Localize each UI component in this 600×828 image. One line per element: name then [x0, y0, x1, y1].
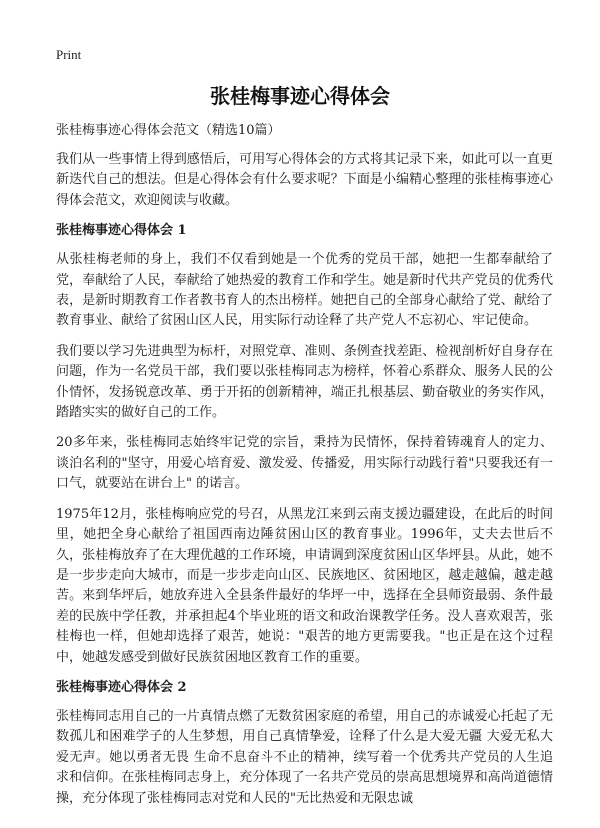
paragraph: 我们要以学习先进典型为标杆，对照党章、准则、条例查找差距、检视剖析好自身存在问题，作为一名党员干部，我们要以张桂梅同志为榜样，怀着心系群众、服务人民的公仆情怀，发扬锐意改革、勇于开拓的创新精神，端正扎根基层、勤奋敬业的务实作风，踏踏实实的做好自己的工作。	[56, 343, 553, 421]
paragraph: 从张桂梅老师的身上，我们不仅看到她是一个优秀的党员干部，她把一生都奉献给了党，奉献给了人民，奉献给了她热爱的教育工作和学生。她是新时代共产党员的优秀代表，是新时期教育工作者教书育人的杰出榜样。她把自己的全部身心献给了党、献给了教育事业、献给了贫困山区人民，用实际行动诠释了共产党人不忘初心、牢记使命。	[56, 252, 553, 329]
section-heading-1: 张桂梅事迹心得体会 1	[56, 223, 187, 239]
article-body	[56, 121, 553, 819]
section-heading-2: 张桂梅事迹心得体会 2	[56, 679, 187, 695]
paragraph: 20多年来，张桂梅同志始终牢记党的宗旨，秉持为民情怀，保持着铸魂育人的定力、谈泊名利的"坚守，用爱心培育爱、激发爱、传播爱，用实际行动践行着"只要我还有一口气，就要站在讲台上" 的诺言。	[56, 435, 553, 492]
print-link[interactable]: Print	[56, 47, 82, 62]
page-title: 张桂梅事迹心得体会	[210, 84, 390, 108]
paragraph: 张桂梅同志用自己的一片真情点燃了无数贫困家庭的希望，用自己的赤诚爱心托起了无数孤儿和困难学子的人生梦想，用自己真情挚爱，诠释了什么是大爱无疆 大爱无私大爱无声。她以勇者无畏 生命不息奋斗不止的精神，续写着一个优秀共产党员的人生追求和信仰。在张桂梅同志身上，充分体现了一名共产党员的崇高思想境界和高尚道德情操，充分体现了张桂梅同志对党和人民的"无比热爱和无限忠诚	[56, 708, 553, 806]
paragraph: 1975年12月，张桂梅响应党的号召，从黑龙江来到云南支援边疆建设，在此后的时间里，她把全身心献给了祖国西南边陲贫困山区的教育事业。1996年，丈夫去世后不久，张桂梅放弃了在大理优越的工作环境，申请调到深度贫困山区华坪县。从此，她不是一步步走向大城市，而是一步步走向山区、民族地区、贫困地区，越走越偏，越走越苦。来到华坪后，她放弃进入全县条件最好的华坪一中，选择在全县师资最弱、条件最差的民族中学任教，并承担起4个毕业班的语文和政治课教学任务。没人喜欢艰苦，张桂梅也一样，但她却选择了艰苦，她说："艰苦的地方更需要我。"也正是在这个过程中，她越发感受到做好民族贫困地区教育工作的重要。	[56, 506, 553, 665]
article-subtitle: 张桂梅事迹心得体会范文（精选10篇）	[56, 123, 281, 138]
intro-paragraph: 我们从一些事情上得到感悟后，可用写心得体会的方式将其记录下来，如此可以一直更新迭代自己的想法。但是心得体会有什么要求呢？下面是小编精心整理的张桂梅事迹心得体会范文，欢迎阅读与收藏。	[56, 152, 553, 208]
